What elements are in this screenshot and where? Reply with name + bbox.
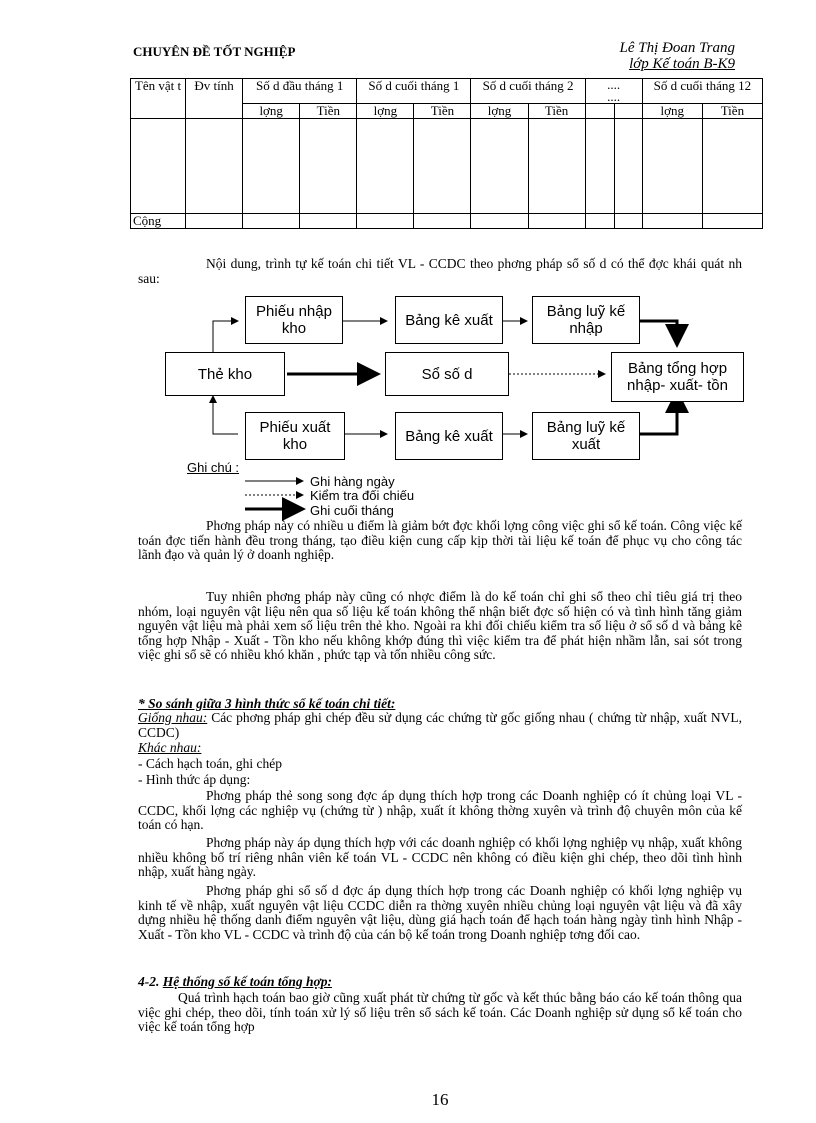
- box-bang-ke-xuat-bottom: Bảng kê xuất: [395, 412, 503, 460]
- paragraph-same: Giống nhau: Các phơng pháp ghi chép đều sử dụng các chứng từ gốc giống nhau ( chứng từ nhập, xuất NVL, CCDC): [138, 710, 742, 740]
- box-the-kho: Thẻ kho: [165, 352, 285, 396]
- sub-amt: Tiền: [300, 104, 357, 119]
- legend-title: Ghi chú :: [187, 460, 240, 475]
- sub-qty: lợng: [471, 104, 528, 119]
- col-header-item: Tên vật t: [131, 79, 186, 119]
- legend-daily: Ghi hàng ngày: [310, 474, 395, 489]
- box-bang-luy-ke-xuat: Bảng luỹ kế xuất: [532, 412, 640, 460]
- arrow-phieuxuat-to-thekho: [213, 396, 238, 434]
- paragraph-method-1: Phơng pháp thẻ song song đợc áp dụng thích hợp trong các Doanh nghiệp có ít chủng loại VL - CCDC, khối lợng các nghiệp vụ (chứng từ ) nhập, xuất ít không thờng xuyên và trình độ chuyên môn của kế toán có hạn.: [138, 788, 742, 832]
- box-so-so-du: Sổ số d: [385, 352, 509, 396]
- sub-amt: Tiền: [528, 104, 585, 119]
- intro-paragraph: Nội dung, trình tự kế toán chi tiết VL - CCDC theo phơng pháp sổ số d có thể đợc khái quát nh sau:: [138, 256, 742, 286]
- col-header-ellipsis: .... ....: [585, 79, 642, 104]
- sub-qty: lợng: [243, 104, 300, 119]
- paragraph-method-2: Phơng pháp này áp dụng thích hợp với các doanh nghiệp có khối lợng nghiệp vụ nhập, xuất không nhiều không bố trí riêng nhân viên kế toán VL - CCDC nên không có điều kiện ghi chép, theo dõi tình hình nhập, xuất hàng ngày.: [138, 835, 742, 879]
- paragraph-advantages: Phơng pháp này có nhiều u điểm là giảm bớt đợc khối lợng công việc ghi sổ kế toán. Công việc kế toán đợc tiến hành đều trong tháng, tạo điều kiện cung cấp kịp thời tài liệu kế toán để phục vụ cho công tác lãnh đạo và quản lý ở doanh nghiệp.: [138, 518, 742, 562]
- box-phieu-xuat-kho: Phiếu xuất kho: [245, 412, 345, 460]
- col-header-close-m1: Số d cuối tháng 1: [357, 79, 471, 104]
- arrow-thekho-to-phieunhap: [213, 321, 238, 352]
- sub-amt: Tiền: [702, 104, 762, 119]
- diff-label: Khác nhau:: [138, 740, 202, 755]
- col-header-unit: Đv tính: [186, 79, 243, 119]
- page-number: 16: [431, 1090, 449, 1109]
- author-name: Lê Thị Đoan Trang: [619, 40, 735, 56]
- box-bang-ke-xuat-top: Bảng kê xuất: [395, 296, 503, 344]
- box-bang-luy-ke-nhap: Bảng luỹ kế nhập: [532, 296, 640, 344]
- document-header-title: CHUYÊN ĐỀ TỐT NGHIỆP: [133, 44, 296, 59]
- paragraph-disadvantages: Tuy nhiên phơng pháp này cũng có nhợc điểm là do kế toán chỉ ghi sổ theo chỉ tiêu giá trị theo nhóm, loại nguyên vật liệu nên qua số liệu kế toán không thể nhận biết đợc số hiện có và tình hình tăng giảm nguyên vật liệu mà phải xem số liệu trên thẻ kho. Ngoài ra khi đối chiếu kiểm tra số liệu ở sổ số d và bảng kê tổng hợp Nhập - Xuất - Tồn kho nếu không khớp đúng thì việc kiểm tra để phát hiện nhầm lẫn, sai sót trong việc ghi sổ sẽ có nhiều khó khăn , phức tạp và tốn nhiều công sức.: [138, 589, 742, 662]
- col-header-close-m12: Số d cuối tháng 12: [642, 79, 762, 104]
- diff-item-2: - Hình thức áp dụng:: [138, 772, 251, 787]
- col-header-open-m1: Số d đầu tháng 1: [243, 79, 357, 104]
- section-heading: 4-2. Hệ thống sổ kế toán tổng hợp:: [138, 974, 333, 989]
- box-bang-tong-hop: Bảng tổng hợp nhập- xuất- tồn: [611, 352, 744, 402]
- total-label: Cộng: [131, 214, 186, 229]
- sub-qty: lợng: [357, 104, 414, 119]
- compare-title: * So sánh giữa 3 hình thức sổ kế toán chi tiết:: [138, 696, 396, 711]
- paragraph-section-4-2: Quá trình hạch toán bao giờ cũng xuất phát từ chứng từ gốc và kết thúc bằng báo cáo kế toán thông qua việc ghi chép, theo dõi, tính toán xử lý số liệu trên sổ sách kế toán. Các Doanh nghiệp sử dụng sổ kế toán cho việc kế toán tổng hợp: [138, 990, 742, 1034]
- diff-item-1: - Cách hạch toán, ghi chép: [138, 756, 282, 771]
- legend-monthly: Ghi cuối tháng: [310, 503, 394, 518]
- col-header-close-m2: Số d cuối tháng 2: [471, 79, 585, 104]
- legend-check: Kiểm tra đối chiếu: [310, 488, 415, 503]
- sub-qty: lợng: [642, 104, 702, 119]
- author-class: lớp Kế toán B-K9: [629, 56, 735, 72]
- sub-amt: Tiền: [414, 104, 471, 119]
- box-phieu-nhap-kho: Phiếu nhập kho: [245, 296, 343, 344]
- paragraph-method-3: Phơng pháp ghi sổ số d đợc áp dụng thích hợp trong các Doanh nghiệp có khối lợng nghiệp vụ kinh tế về nhập, xuất nguyên vật liệu CCDC diễn ra thờng xuyên nhiều chủng loại nguyên vật liệu và đã xây dựng nhiều hệ thống danh điểm nguyên vật liệu, dùng giá hạch toán để hạch toán hàng ngày tình hình Nhập - Xuất - Tồn kho VL - CCDC và trình độ của cán bộ kế toán trong Doanh nghiệp tơng đối cao.: [138, 883, 742, 942]
